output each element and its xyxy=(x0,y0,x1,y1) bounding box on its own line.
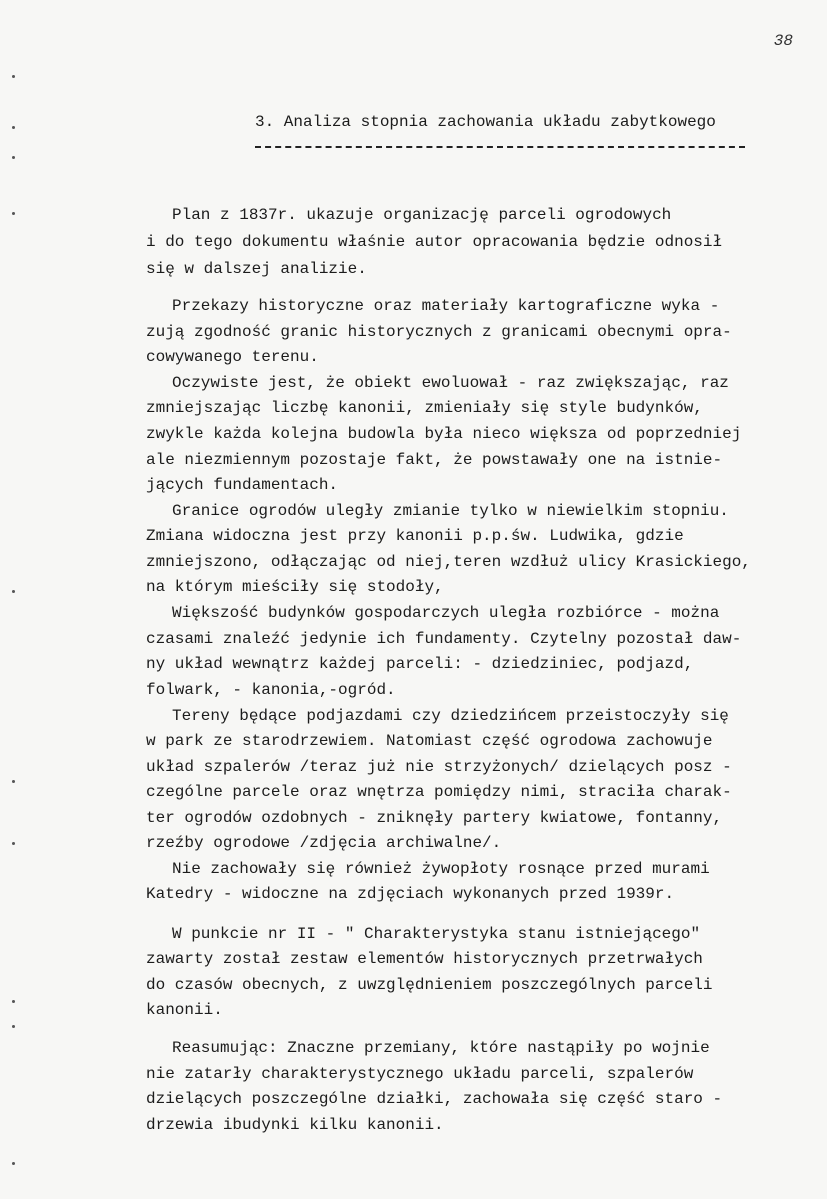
text-line: nie zatarły charakterystycznego układu parceli, szpalerów xyxy=(146,1065,694,1083)
margin-mark xyxy=(12,1162,15,1165)
margin-mark xyxy=(12,780,15,783)
text-line: cowywanego terenu. xyxy=(146,348,319,366)
text-line: folwark, - kanonia,-ogród. xyxy=(146,681,396,699)
text-line: ny układ wewnątrz każdej parceli: - dziedziniec, podjazd, xyxy=(146,655,694,673)
text-line: Tereny będące podjazdami czy dziedzińcem przeistoczyły się xyxy=(172,707,729,725)
text-line: czasami znaleźć jedynie ich fundamenty. Czytelny pozostał daw- xyxy=(146,630,742,648)
text-line: dzielących poszczególne działki, zachowała się część staro - xyxy=(146,1090,723,1108)
text-line: zmniejszając liczbę kanonii, zmieniały się style budynków, xyxy=(146,399,703,417)
heading-underline xyxy=(255,146,745,148)
text-line: czególne parcele oraz wnętrza pomiędzy nimi, straciła charak- xyxy=(146,783,732,801)
text-line: Plan z 1837r. ukazuje organizację parceli ogrodowych xyxy=(172,206,672,224)
text-line: Nie zachowały się również żywopłoty rosnące przed murami xyxy=(172,860,710,878)
text-line: zmniejszono, odłączając od niej,teren wzdłuż ulicy Krasickiego, xyxy=(146,553,751,571)
text-line: Granice ogrodów uległy zmianie tylko w niewielkim stopniu. xyxy=(172,502,729,520)
text-line: Katedry - widoczne na zdjęciach wykonanych przed 1939r. xyxy=(146,885,675,903)
section-heading: 3. Analiza stopnia zachowania układu zabytkowego xyxy=(255,113,716,131)
text-line: ter ogrodów ozdobnych - zniknęły partery kwiatowe, fontanny, xyxy=(146,809,723,827)
page-number: 38 xyxy=(773,32,793,50)
text-line: układ szpalerów /teraz już nie strzyżonych/ dzielących posz - xyxy=(146,758,732,776)
text-line: Oczywiste jest, że obiekt ewoluował - raz zwiększając, raz xyxy=(172,374,729,392)
text-line: rzeźby ogrodowe /zdjęcia archiwalne/. xyxy=(146,834,502,852)
text-line: zują zgodność granic historycznych z granicami obecnymi opra- xyxy=(146,323,732,341)
margin-mark xyxy=(12,126,15,129)
text-line: Przekazy historyczne oraz materiały kartograficzne wyka - xyxy=(172,297,720,315)
text-line: Większość budynków gospodarczych uległa rozbiórce - można xyxy=(172,604,720,622)
text-line: Zmiana widoczna jest przy kanonii p.p.św. Ludwika, gdzie xyxy=(146,527,684,545)
text-line: na którym mieściły się stodoły, xyxy=(146,578,444,596)
text-line: i do tego dokumentu właśnie autor opracowania będzie odnosił xyxy=(146,233,723,251)
margin-mark xyxy=(12,75,15,78)
text-line: ale niezmiennym pozostaje fakt, że powstawały one na istnie- xyxy=(146,451,723,469)
text-line: drzewia ibudynki kilku kanonii. xyxy=(146,1116,444,1134)
text-line: zawarty został zestaw elementów historycznych przetrwałych xyxy=(146,950,703,968)
margin-mark xyxy=(12,590,15,593)
margin-mark xyxy=(12,842,15,845)
margin-mark xyxy=(12,1000,15,1003)
text-line: Reasumując: Znaczne przemiany, które nastąpiły po wojnie xyxy=(172,1039,710,1057)
text-line: zwykle każda kolejna budowla była nieco większa od poprzedniej xyxy=(146,425,742,443)
text-line: W punkcie nr II - " Charakterystyka stanu istniejącego" xyxy=(172,925,701,943)
margin-mark xyxy=(12,156,15,159)
text-line: się w dalszej analizie. xyxy=(146,260,367,278)
text-line: do czasów obecnych, z uwzględnieniem poszczególnych parceli xyxy=(146,976,713,994)
text-line: jących fundamentach. xyxy=(146,476,339,494)
margin-mark xyxy=(12,1025,15,1028)
text-line: kanonii. xyxy=(146,1001,223,1019)
text-line: w park ze starodrzewiem. Natomiast część ogrodowa zachowuje xyxy=(146,732,713,750)
margin-mark xyxy=(12,212,15,215)
